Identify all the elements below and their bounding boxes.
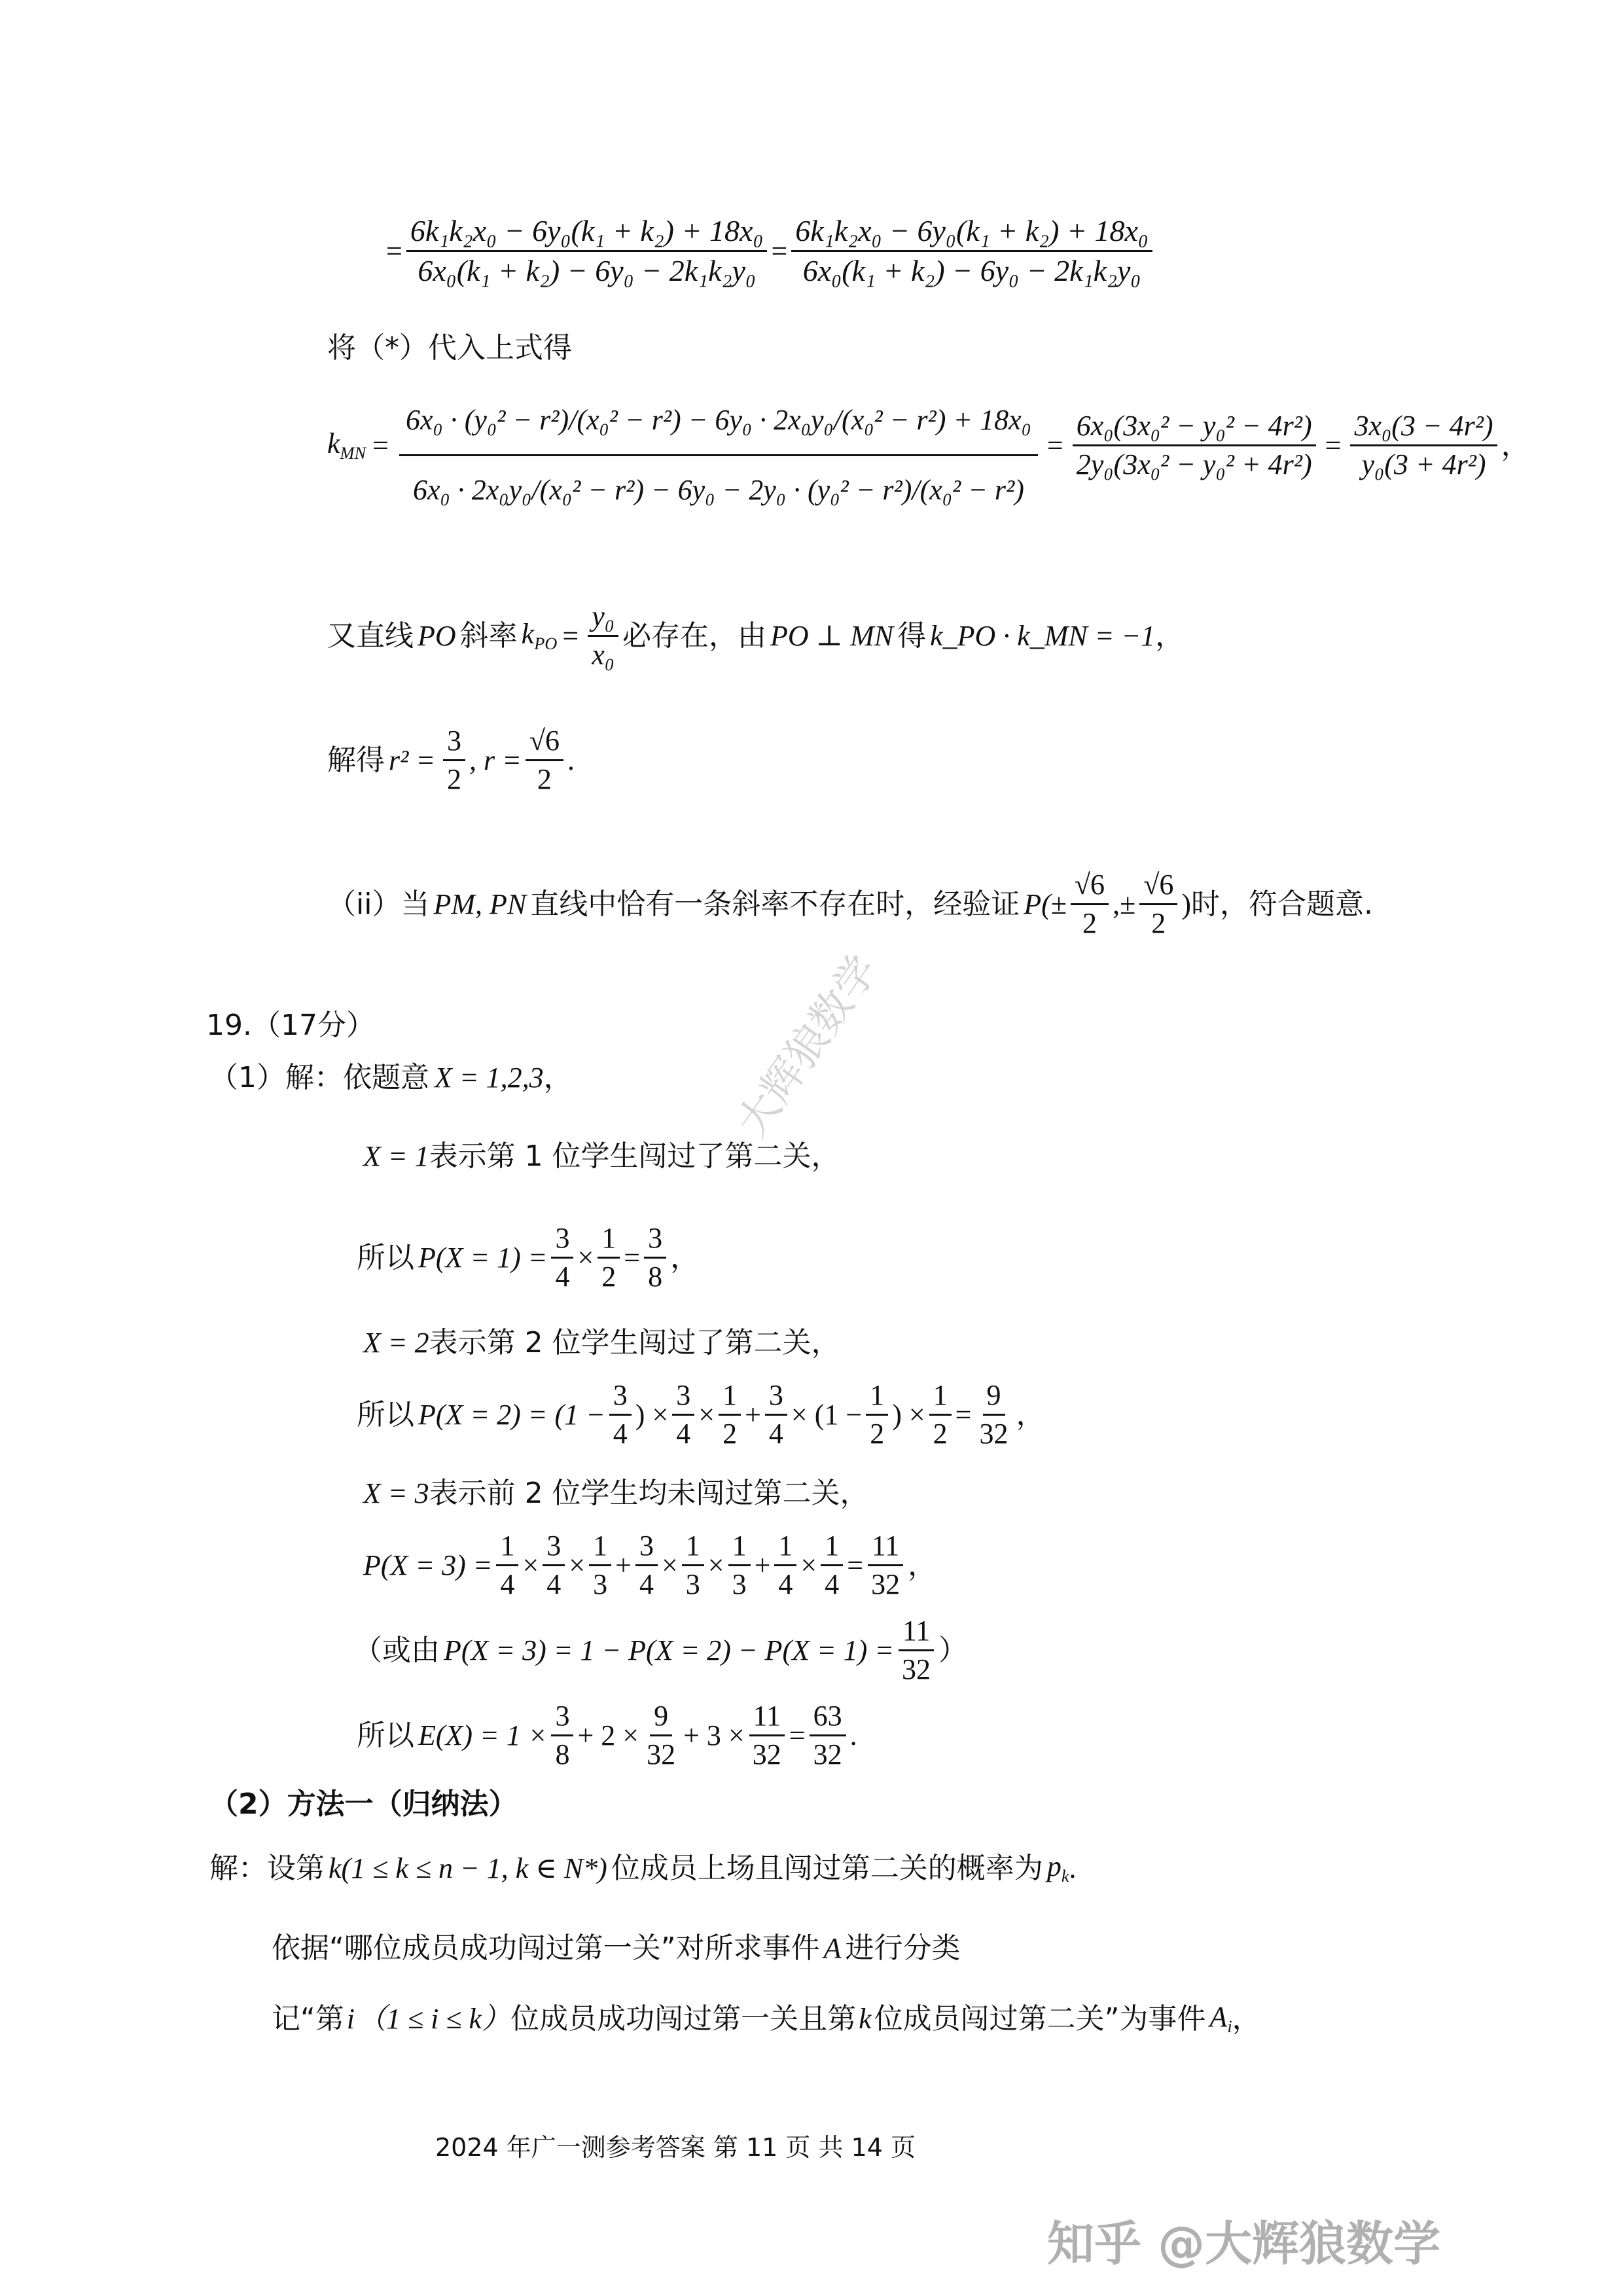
- mid-fraction: $\frac{\text{6x₀(3x₀² − y₀² − 4r²)}}{\text{2y₀(3x₀² − y₀² + 4r²)}}$: [1073, 412, 1316, 479]
- final-fraction: $\frac{\text{3x₀(3 − 4r²)}}{\text{y₀(3 + 4r²)}}$: [1350, 412, 1497, 479]
- fraction: $\frac{1}{3}$: [728, 1532, 751, 1599]
- p-x2-equation: 所以 P(X = 2) = (1 − $\frac{3}{4}$ ) × $\frac{3}{4}$ × $\frac{1}{2}$ + $\frac{3}{4}$ × (1 − $\frac{1}{2}$ ) × $\frac{1}{2}$ = $\frac{9}{32}$ ，: [357, 1379, 1045, 1450]
- expectation-equation: 所以 E(X) = 1 × $\frac{3}{8}$ + 2 × $\frac{9}{32}$ + 3 × $\frac{11}{32}$ = $\frac{63}{32}$ .: [357, 1700, 857, 1770]
- equals-sign: =: [1046, 429, 1063, 461]
- operator: =: [847, 1549, 864, 1581]
- big-fraction: $\frac{\text{6x₀ · (y₀² − r²)/(x₀² − r²) − 6y₀ · 2x₀y₀/(x₀² − r²) + 18x₀}}{\text{6x₀ · 2x₀y₀/(x₀² − r²) − 6y₀ − 2y₀ · (y₀² − r²)/(x₀² − r²)}}$: [399, 386, 1038, 505]
- equation-kmn: $k_{MN}$ = $\frac{\text{6x₀ · (y₀² − r²)/(x₀² − r²) − 6y₀ · 2x₀y₀/(x₀² − r²) + 18x₀}}{\text{6x₀ · 2x₀y₀/(x₀² − r²) − 6y₀ − 2y₀ · (y₀² − r²)/(x₀² − r²)}}$ = $\frac{\text{6x₀(3x₀² − y₀² − 4r²)}}{\text{2y₀(3x₀² − y₀² + 4r²)}}$ = $\frac{\text{3x₀(3 − 4r²)}}{\text{y₀(3 + 4r²)}}$ ，: [327, 386, 1530, 505]
- fraction: $\frac{1}{4}$: [774, 1532, 796, 1599]
- equals-sign: =: [386, 234, 402, 267]
- watermark-zhihu: 知乎 @大辉狼数学: [1047, 2216, 1441, 2271]
- equals-sign: =: [771, 234, 788, 267]
- po-slope-line: 又直线 PO 斜率 $k_{PO}$ = $\frac{\text{y₀}}{\text{x₀}}$ 必存在，由 PO ⊥ MN 得 k_PO · k_MN = −1 ，: [327, 600, 1185, 671]
- watermark-diagonal: 大辉狼数学: [728, 946, 888, 1147]
- x2-description: X = 2 表示第 2 位学生闯过了第二关，: [363, 1326, 840, 1359]
- substitute-text: 将（*）代入上式得: [327, 331, 572, 365]
- equation-top: [386, 216, 1156, 286]
- x1-description: X = 1 表示第 1 位学生闯过了第二关，: [363, 1139, 840, 1173]
- fraction: $\frac{1}{3}$: [589, 1532, 611, 1599]
- fraction: $\frac{3}{4}$: [543, 1532, 565, 1599]
- fraction: $\frac{1}{4}$: [496, 1532, 518, 1599]
- p-x3-equation: P(X = 3) = $\frac{1}{4}$ × $\frac{3}{4}$ × $\frac{1}{3}$ + $\frac{3}{4}$ × $\frac{1}{3}$ × $\frac{1}{3}$ + $\frac{1}{4}$ × $\frac{1}{4}$ = $\frac{11}{32}$ ，: [363, 1530, 937, 1600]
- p-x3-alternative: （或由 P(X = 3) = 1 − P(X = 2) − P(X = 1) = $\frac{11}{32}$ ）: [353, 1615, 968, 1685]
- part2-line1: 解：设第 k(1 ≤ k ≤ n − 1, k ∈ N*) 位成员上场且闯过第二关的概率为 $p_k$ .: [209, 1850, 1077, 1886]
- fraction-1: $\frac{\text{6k₁k₂x₀ − 6y₀(k₁ + k₂) + 18x₀}}{\text{6x₀(k₁ + k₂) − 6y₀ − 2k₁k₂y₀}}$: [406, 216, 768, 286]
- kmn-label: $k_{MN}$: [327, 427, 366, 463]
- part2-header: （2）方法一（归纳法）: [209, 1787, 518, 1821]
- operator: ×: [707, 1549, 724, 1581]
- operator: ×: [661, 1549, 678, 1581]
- operator: +: [615, 1549, 632, 1581]
- equals-sign: =: [372, 429, 389, 461]
- solve-r-line: 解得 r² = $\frac{3}{2}$ , r = $\frac{√6}{2}$ .: [327, 725, 575, 795]
- y0-over-x0: $\frac{\text{y₀}}{\text{x₀}}$: [588, 602, 618, 670]
- part1-intro: （1）解：依题意 X = 1,2,3 ，: [209, 1061, 573, 1094]
- part2-line3: 记“第 i （1 ≤ i ≤ k） 位成员成功闯过第一关且第 k 位成员闯过第二关”为事件 $A_i$ ，: [272, 2001, 1261, 2037]
- x3-description: X = 3 表示前 2 位学生均未闯过第二关，: [363, 1477, 869, 1510]
- fraction: $\frac{11}{32}$: [867, 1532, 904, 1599]
- page-footer: 2024 年广一测参考答案 第 11 页 共 14 页: [435, 2133, 916, 2162]
- operator: ×: [800, 1549, 817, 1581]
- case-ii-line: （ii）当 PM, PN 直线中恰有一条斜率不存在时，经验证 P(± $\frac{√6}{2}$ ,± $\frac{√6}{2}$ ) 时，符合题意.: [327, 869, 1374, 939]
- p-x1-equation: 所以 P(X = 1) = $\frac{3}{4}$ × $\frac{1}{2}$ = $\frac{3}{8}$ ，: [357, 1222, 700, 1293]
- equals-sign: =: [1325, 429, 1342, 461]
- operator: +: [754, 1549, 771, 1581]
- part2-line2: 依据“哪位成员成功闯过第一关”对所求事件 A 进行分类: [272, 1931, 961, 1965]
- fraction: $\frac{1}{3}$: [682, 1532, 704, 1599]
- operator: ×: [569, 1549, 586, 1581]
- operator: ×: [522, 1549, 539, 1581]
- fraction: $\frac{3}{4}$: [635, 1532, 658, 1599]
- fraction-2: $\frac{\text{6k₁k₂x₀ − 6y₀(k₁ + k₂) + 18x₀}}{\text{6x₀(k₁ + k₂) − 6y₀ − 2k₁k₂y₀}}$: [791, 216, 1152, 286]
- question-19-header: 19.（17分）: [206, 1009, 375, 1042]
- fraction: $\frac{1}{4}$: [821, 1532, 843, 1599]
